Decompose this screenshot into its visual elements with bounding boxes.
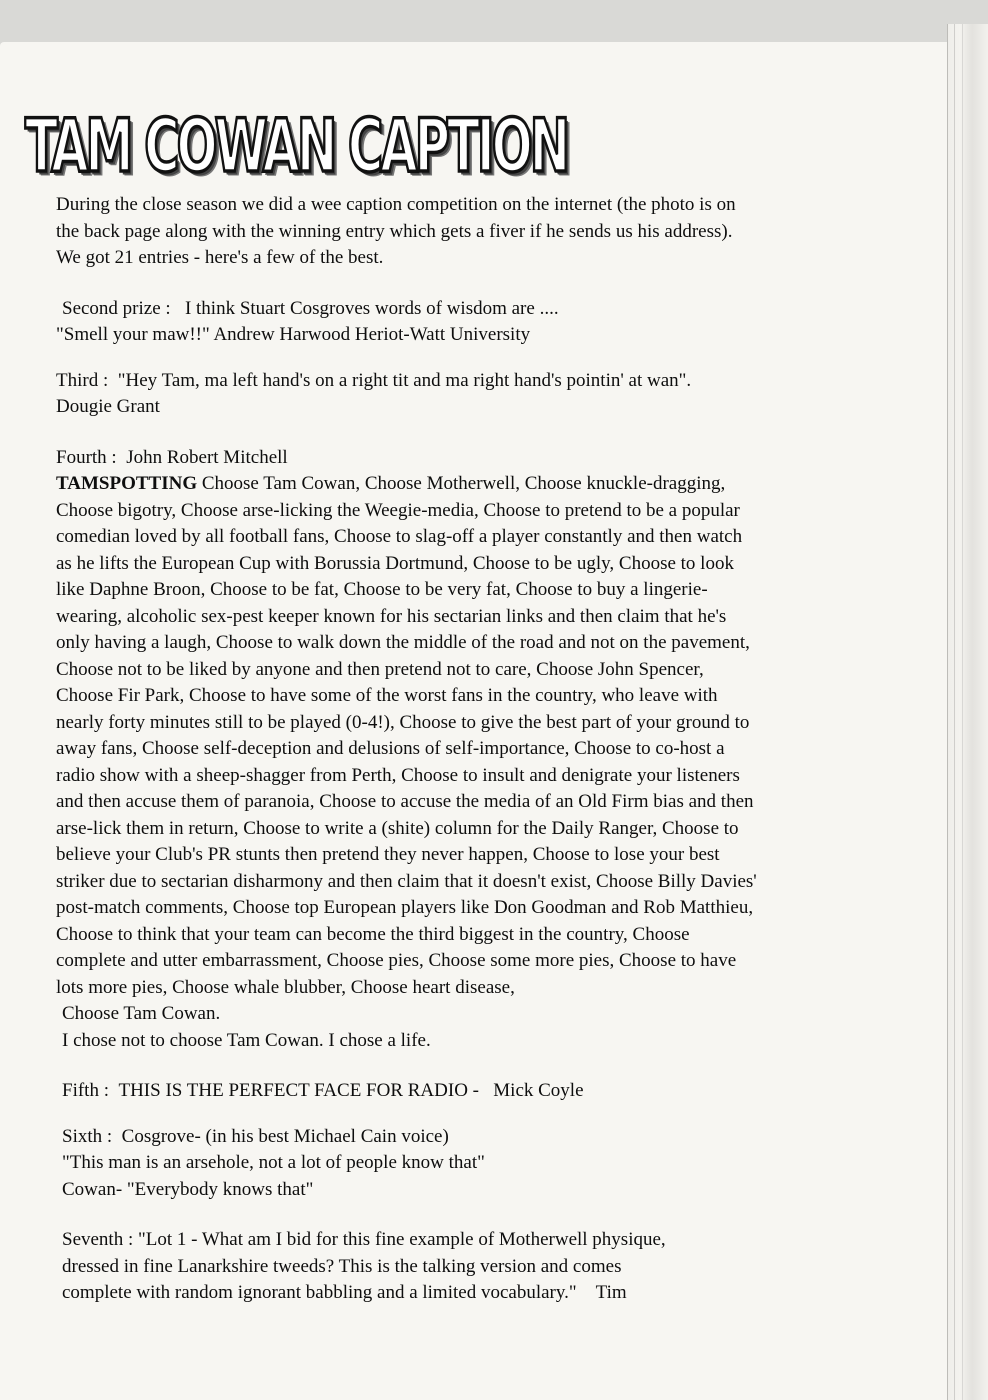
entry-fifth	[56, 1078, 886, 1105]
entry-author: Dougie Grant	[56, 396, 160, 417]
entry-author: Tim	[595, 1282, 627, 1303]
intro-paragraph	[56, 192, 886, 272]
tamspotting-line: Choose bigotry, Choose arse-licking the Weegie-media, Choose to pretend to be a popular	[56, 499, 740, 521]
tamspotting-line: away fans, Choose self-deception and delusions of self-importance, Choose to co-host a	[56, 738, 725, 759]
entry-label: Fourth :	[56, 446, 117, 468]
entry-text: I think Stuart Cosgroves words of wisdom are ....	[184, 297, 559, 319]
entry-text: THIS IS THE PERFECT FACE FOR RADIO -	[118, 1080, 480, 1101]
tamspotting-line: post-match comments, Choose top European players like Don Goodman and Rob Matthieu,	[56, 897, 754, 918]
entry-second	[56, 296, 886, 349]
entry-third	[56, 368, 886, 421]
tamspotting-heading: TAMSPOTTING	[56, 473, 198, 494]
entry-line	[56, 1280, 886, 1307]
entry-label: Third :	[56, 369, 109, 391]
entry-label: Fifth :	[62, 1080, 109, 1101]
tamspotting-line: believe your Club's PR stunts then pretend they never happen, Choose to lose your best	[56, 844, 720, 865]
intro-line: During the close season we did a wee caption competition on the internet (the photo is on	[56, 194, 736, 215]
entry-text: "Hey Tam, ma left hand's on a right tit and ma right hand's pointin' at wan".	[117, 369, 692, 391]
masthead-title: TAM COWAN CAPTION	[24, 102, 568, 189]
entry-text: Cosgrove- (in his best Michael Cain voice)	[121, 1125, 449, 1147]
tamspotting-line: striker due to sectarian disharmony and then claim that it doesn't exist, Choose Billy Davies'	[56, 870, 757, 892]
entry-text: complete with random ignorant babbling and a limited vocabulary."	[62, 1282, 577, 1303]
intro-line: the back page along with the winning entry which gets a fiver if he sends us his address).	[56, 220, 733, 242]
tamspotting-line: comedian loved by all football fans, Choose to slag-off a player constantly and then watch	[56, 526, 743, 547]
entry-author: John Robert Mitchell	[126, 446, 288, 468]
entry-line: dressed in fine Lanarkshire tweeds? This is the talking version and comes	[62, 1255, 622, 1277]
entry-line	[56, 445, 886, 472]
tamspotting-line: radio show with a sheep-shagger from Perth, Choose to insult and denigrate your listeners	[56, 764, 740, 786]
tamspotting-line: and then accuse them of paranoia, Choose to accuse the media of an Old Firm bias and then	[56, 791, 754, 812]
tamspotting-line: arse-lick them in return, Choose to write a (shite) column for the Daily Ranger, Choose to	[56, 817, 739, 839]
entry-label: Sixth :	[62, 1125, 113, 1147]
tamspotting-line: lots more pies, Choose whale blubber, Choose heart disease,	[56, 976, 515, 998]
entry-line: "This man is an arsehole, not a lot of people know that"	[62, 1152, 485, 1173]
entry-line	[56, 368, 886, 395]
tamspotting-line: I chose not to choose Tam Cowan. I chose a life.	[62, 1029, 431, 1051]
tamspotting-line: Choose not to be liked by anyone and then pretend not to care, Choose John Spencer,	[56, 658, 704, 680]
entry-line: "Smell your maw!!" Andrew Harwood Heriot-Watt University	[56, 324, 531, 345]
tamspotting-line: Choose Tam Cowan.	[62, 1003, 221, 1024]
intro-line: We got 21 entries - here's a few of the best.	[56, 247, 384, 268]
entry-line	[56, 296, 886, 323]
tamspotting-line: nearly forty minutes still to be played (0-4!), Choose to give the best part of your ground to	[56, 711, 750, 733]
tamspotting-line: complete and utter embarrassment, Choose pies, Choose some more pies, Choose to have	[56, 950, 737, 971]
tamspotting-line: like Daphne Broon, Choose to be fat, Choose to be very fat, Choose to buy a lingerie-	[56, 579, 708, 600]
entry-author: Mick Coyle	[493, 1080, 584, 1101]
tamspotting-line: only having a laugh, Choose to walk down the middle of the road and not on the pavement,	[56, 632, 750, 653]
tamspotting-line	[56, 471, 886, 498]
tamspotting-line: as he lifts the European Cup with Borussia Dortmund, Choose to be ugly, Choose to look	[56, 552, 734, 574]
page-edge	[947, 24, 988, 1400]
entry-text: "Lot 1 - What am I bid for this fine example of Motherwell physique,	[138, 1229, 666, 1250]
entry-fourth	[56, 445, 886, 1055]
entry-seventh	[56, 1227, 886, 1307]
tamspotting-text: Choose Tam Cowan, Choose Motherwell, Choose knuckle-dragging,	[201, 473, 726, 494]
article-body	[56, 192, 886, 1307]
tamspotting-line: Choose Fir Park, Choose to have some of the worst fans in the country, who leave with	[56, 685, 718, 706]
entry-line	[56, 1078, 886, 1105]
masthead-logo	[24, 100, 568, 192]
entry-line	[56, 1124, 886, 1151]
entry-sixth	[56, 1124, 886, 1204]
entry-line: Cowan- "Everybody knows that"	[62, 1178, 314, 1200]
entry-label: Second prize :	[62, 297, 171, 319]
tamspotting-line: wearing, alcoholic sex-pest keeper known for his sectarian links and then claim that he's	[56, 605, 727, 627]
entry-label: Seventh :	[62, 1229, 134, 1250]
tamspotting-line: Choose to think that your team can become the third biggest in the country, Choose	[56, 923, 690, 945]
entry-line	[56, 1227, 886, 1254]
